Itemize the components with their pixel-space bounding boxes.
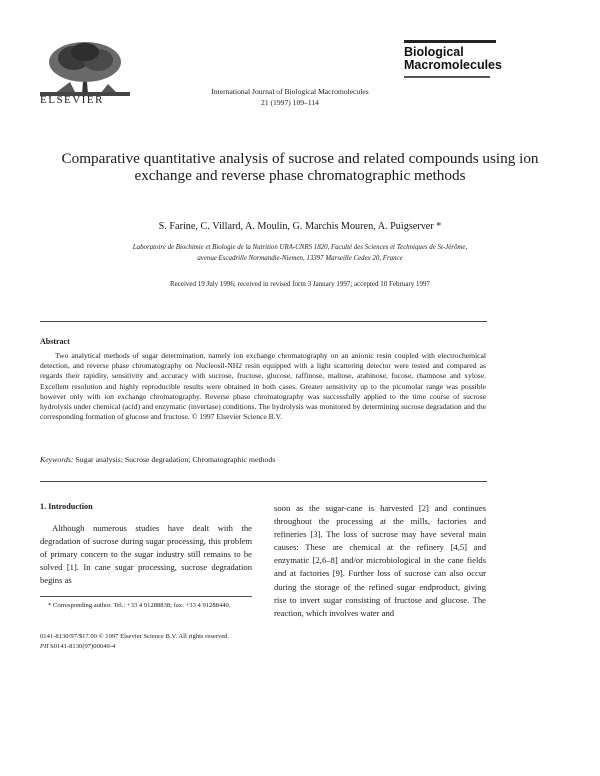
brand-top-bar	[404, 40, 496, 43]
corresponding-author-footnote: * Corresponding author. Tel.: +33 4 91288838; fax: +33 4 91288440.	[48, 602, 231, 609]
keywords-label: Keywords:	[40, 455, 74, 464]
affiliation-line-2: avenue Escadrille Normandie-Niemen, 13397 Marseille Cedex 20, France	[197, 254, 403, 262]
publisher-name: ELSEVIER	[40, 94, 104, 106]
received-dates: Received 19 July 1996; received in revised form 3 January 1997; accepted 10 February 1997	[169, 280, 431, 288]
journal-reference	[150, 86, 430, 108]
brand-bottom-bar	[404, 76, 490, 78]
intro-paragraph-right: soon as the sugar-cane is harvested [2] and continues throughout the processing at the mills, factories and refineries [3]. The loss of sucrose may have several main causes: These are chemical at the refinery [4,5] and enzymatic [2,6–8] and/or microbiological in the cane fields and at factories [9]. Further loss of sucrose can also occur during the storage of the refined sugar endproduct, giving rise to invert sugar consisting of fructose and glucose. The reaction, which involves water and	[274, 503, 486, 618]
journal-citation: 21 (1997) 109–114	[261, 98, 319, 107]
abstract-heading: Abstract	[40, 337, 70, 346]
pii-line	[40, 642, 340, 652]
affiliation	[40, 243, 560, 264]
brand-line-2: Macromolecules	[404, 58, 502, 72]
article-authors: S. Farine, C. Villard, A. Moulin, G. Marchis Mouren, A. Puigserver *	[158, 221, 442, 232]
footnote-rule	[40, 596, 252, 597]
journal-brand	[404, 40, 564, 78]
keywords	[40, 455, 486, 464]
divider-bottom	[40, 481, 487, 482]
affiliation-line-1: Laboratoire de Biochimie et Biologie de la Nutrition URA-CNRS 1820, Faculté des Sciences et Techniques de St-Jérôme,	[132, 244, 468, 251]
keywords-list: Sugar analysis; Sucrose degradation; Chromatographic methods	[75, 455, 276, 464]
article-title: Comparative quantitative analysis of sucrose and related compounds using ion exchange and reverse phase chromatographic methods	[61, 150, 539, 184]
intro-paragraph-left: Although numerous studies have dealt with the degradation of sucrose during sugar processing, this problem of primary concern to the sugar industry still remains to be solved [1]. In cane sugar processing, sucrose degradation begins as	[40, 523, 252, 586]
right-column	[274, 502, 486, 620]
issn-block	[40, 632, 340, 652]
journal-name: International Journal of Biological Macromolecules	[211, 87, 369, 96]
brand-line-1: Biological	[404, 45, 464, 59]
pii-label: PII	[40, 643, 49, 650]
pii-value: S0141-8130(97)00049-4	[50, 643, 116, 650]
issn-line: 0141-8130/97/$17.00 © 1997 Elsevier Science B.V. All rights reserved.	[40, 633, 230, 640]
section-heading: 1. Introduction	[40, 502, 93, 511]
left-column	[40, 502, 252, 587]
divider-top	[40, 321, 487, 322]
abstract-body: Two analytical methods of sugar determination, namely ion exchange chromatography on an anionic resin coupled with electrochemical detection, and reverse phase chromatography on Nucleosil-NH2 resin equipped with a light scattering detector were tested and compared as regards their rapidity, sensitivity and accuracy with sucrose, fructose, glucose, raffinose, maltose, arabinose, fucose, rhamnose and xylose. Excellent resolution and highly reproducible results were obtained in both cases. Greater sensitivity up to the picomolar range was possible however only with ion exchange chromatography. Reverse phase chromatography was successfully applied to the time course of sucrose hydrolysis under chemical (acid) and enzymatic (invertase) conditions. The hydrolysis was monitored by determining sucrose degradation and the corresponding formation of glucose and fructose. © 1997 Elsevier Science B.V.	[40, 351, 486, 422]
